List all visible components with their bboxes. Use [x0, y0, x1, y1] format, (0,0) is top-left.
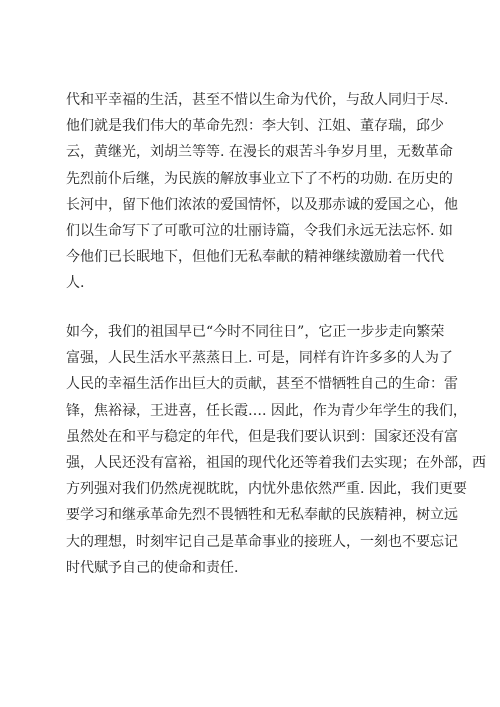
- paragraph-line: 强，人民还没有富裕，祖国的现代化还等着我们去实现；在外部，西: [66, 454, 486, 471]
- paragraph-line: 富强，人民生活水平蒸蒸日上. 可是，同样有许许多多的人为了: [66, 350, 453, 367]
- paragraph-2: [66, 319, 486, 581]
- paragraph-line: 长河中，留下他们浓浓的爱国情怀，以及那赤诚的爱国之心，他: [66, 196, 458, 213]
- paragraph-line: 时代赋予自己的使命和责任.: [66, 559, 239, 576]
- paragraph-line: 大的理想，时刻牢记自己是革命事业的接班人，一刻也不要忘记: [66, 533, 458, 550]
- paragraph-line: 方列强对我们仍然虎视眈眈，内忧外患依然严重. 因此，我们更要: [66, 481, 467, 498]
- paragraph-line: 先烈前仆后继，为民族的解放事业立下了不朽的功勋. 在历史的: [66, 170, 453, 187]
- paragraph-line: 们以生命写下了可歌可泣的壮丽诗篇，令我们永远无法忘怀. 如: [66, 222, 453, 239]
- paragraph-line: 代和平幸福的生活，甚至不惜以生命为代价，与敌人同归于尽.: [66, 92, 449, 108]
- paragraph-line: 人.: [66, 275, 85, 292]
- paragraph-line: 人民的幸福生活作出巨大的贡献，甚至不惜牺牲自己的生命：雷: [66, 376, 458, 393]
- paragraph-line: 锋，焦裕禄，王进喜，任长霞…. 因此，作为青少年学生的我们，: [66, 402, 467, 419]
- paragraph-line: 要学习和继承革命先烈不畏牺牲和无私奉献的民族精神，树立远: [66, 507, 458, 524]
- paragraph-line: 云，黄继光，刘胡兰等等. 在漫长的艰苦斗争岁月里，无数革命: [66, 144, 453, 161]
- paragraph-1: [66, 87, 458, 297]
- paragraph-line: 今他们已长眠地下，但他们无私奉献的精神继续激励着一代代: [66, 249, 444, 266]
- paragraph-line: 虽然处在和平与稳定的年代，但是我们要认识到：国家还没有富: [66, 428, 458, 445]
- paragraph-line: 他们就是我们伟大的革命先烈：李大钊、江姐、董存瑞，邱少: [66, 118, 444, 135]
- paragraph-line: 如今，我们的祖国早已“今时不同往日”，它正一步步走向繁荣: [66, 324, 445, 340]
